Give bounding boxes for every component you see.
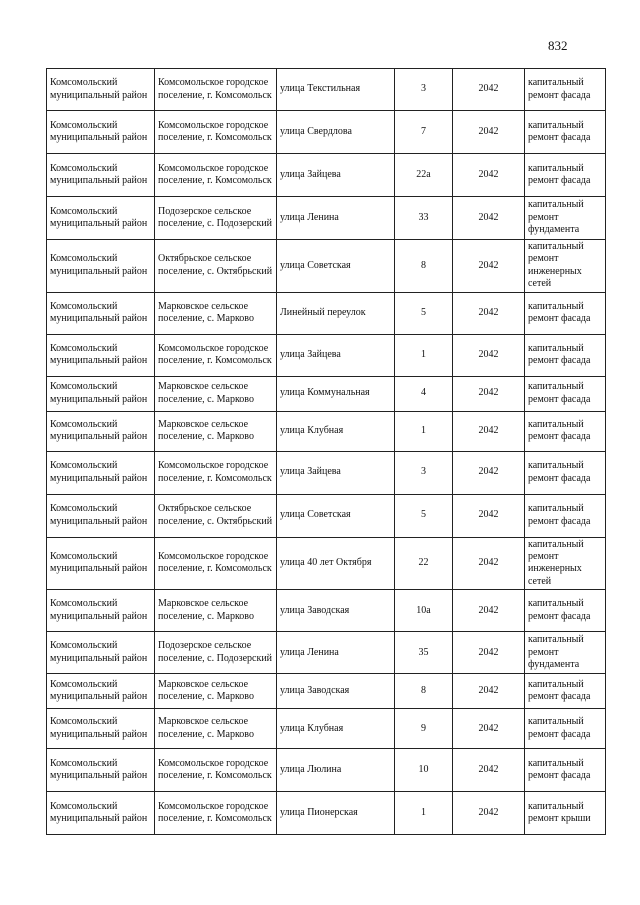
work-type-cell: капитальный ремонт фасада [525,111,606,154]
street-cell: улица Люлина [277,749,395,792]
district-cell: Комсомольский муниципальный район [47,709,155,749]
year-cell: 2042 [453,537,525,590]
street-cell: улица Пионерская [277,792,395,835]
work-type-cell: капитальный ремонт инженерных сетей [525,240,606,293]
house-number-cell: 10а [395,590,453,632]
table-row [47,154,606,197]
year-cell: 2042 [453,632,525,674]
district-cell: Комсомольский муниципальный район [47,69,155,111]
work-type-cell: капитальный ремонт фасада [525,411,606,451]
work-type-cell: капитальный ремонт фундамента [525,632,606,674]
street-cell: улица Свердлова [277,111,395,154]
settlement-cell: Подозерское сельское поселение, с. Подозерский [155,632,277,674]
year-cell: 2042 [453,749,525,792]
year-cell: 2042 [453,792,525,835]
district-cell: Комсомольский муниципальный район [47,411,155,451]
table-row [47,292,606,334]
settlement-cell: Комсомольское городское поселение, г. Комсомольск [155,111,277,154]
work-type-cell: капитальный ремонт фасада [525,749,606,792]
work-type-cell: капитальный ремонт фасада [525,154,606,197]
house-number-cell: 5 [395,292,453,334]
district-cell: Комсомольский муниципальный район [47,111,155,154]
work-type-cell: капитальный ремонт фасада [525,494,606,537]
work-type-cell: капитальный ремонт фасада [525,709,606,749]
table-row [47,792,606,835]
settlement-cell: Марковское сельское поселение, с. Марково [155,376,277,411]
work-type-cell: капитальный ремонт фундамента [525,197,606,240]
work-type-cell: капитальный ремонт фасада [525,590,606,632]
settlement-cell: Комсомольское городское поселение, г. Комсомольск [155,334,277,376]
settlement-cell: Комсомольское городское поселение, г. Комсомольск [155,154,277,197]
table-row [47,537,606,590]
table-row [47,376,606,411]
house-number-cell: 1 [395,792,453,835]
table-row [47,334,606,376]
district-cell: Комсомольский муниципальный район [47,240,155,293]
house-number-cell: 8 [395,674,453,709]
street-cell: улица Зайцева [277,154,395,197]
settlement-cell: Комсомольское городское поселение, г. Комсомольск [155,749,277,792]
district-cell: Комсомольский муниципальный район [47,632,155,674]
settlement-cell: Марковское сельское поселение, с. Марково [155,292,277,334]
year-cell: 2042 [453,590,525,632]
table-row [47,590,606,632]
house-number-cell: 35 [395,632,453,674]
district-cell: Комсомольский муниципальный район [47,792,155,835]
table-row [47,197,606,240]
street-cell: улица Коммунальная [277,376,395,411]
work-type-cell: капитальный ремонт фасада [525,334,606,376]
settlement-cell: Комсомольское городское поселение, г. Комсомольск [155,792,277,835]
street-cell: улица Зайцева [277,334,395,376]
street-cell: улица Советская [277,494,395,537]
district-cell: Комсомольский муниципальный район [47,197,155,240]
district-cell: Комсомольский муниципальный район [47,674,155,709]
work-type-cell: капитальный ремонт инженерных сетей [525,537,606,590]
street-cell: улица Советская [277,240,395,293]
settlement-cell: Комсомольское городское поселение, г. Комсомольск [155,451,277,494]
page-number: 832 [548,38,568,53]
year-cell: 2042 [453,494,525,537]
table-row [47,749,606,792]
house-number-cell: 5 [395,494,453,537]
district-cell: Комсомольский муниципальный район [47,749,155,792]
house-number-cell: 7 [395,111,453,154]
street-cell: улица Ленина [277,197,395,240]
year-cell: 2042 [453,451,525,494]
street-cell: улица Клубная [277,709,395,749]
house-number-cell: 3 [395,69,453,111]
district-cell: Комсомольский муниципальный район [47,451,155,494]
settlement-cell: Марковское сельское поселение, с. Марково [155,590,277,632]
street-cell: улица Заводская [277,590,395,632]
work-type-cell: капитальный ремонт фасада [525,674,606,709]
district-cell: Комсомольский муниципальный район [47,537,155,590]
work-type-cell: капитальный ремонт фасада [525,292,606,334]
work-type-cell: капитальный ремонт крыши [525,792,606,835]
street-cell: улица Заводская [277,674,395,709]
table-row [47,494,606,537]
year-cell: 2042 [453,334,525,376]
year-cell: 2042 [453,197,525,240]
district-cell: Комсомольский муниципальный район [47,292,155,334]
table-row [47,674,606,709]
table-row [47,240,606,293]
house-number-cell: 22 [395,537,453,590]
street-cell: улица Клубная [277,411,395,451]
district-cell: Комсомольский муниципальный район [47,154,155,197]
district-cell: Комсомольский муниципальный район [47,590,155,632]
settlement-cell: Марковское сельское поселение, с. Марково [155,411,277,451]
year-cell: 2042 [453,411,525,451]
year-cell: 2042 [453,154,525,197]
street-cell: улица 40 лет Октября [277,537,395,590]
house-number-cell: 1 [395,334,453,376]
table-row [47,69,606,111]
district-cell: Комсомольский муниципальный район [47,494,155,537]
house-number-cell: 33 [395,197,453,240]
year-cell: 2042 [453,69,525,111]
table-row [47,111,606,154]
table-body [47,69,606,835]
street-cell: улица Зайцева [277,451,395,494]
settlement-cell: Комсомольское городское поселение, г. Комсомольск [155,69,277,111]
house-number-cell: 9 [395,709,453,749]
street-cell: Линейный переулок [277,292,395,334]
district-cell: Комсомольский муниципальный район [47,334,155,376]
settlement-cell: Октябрьское сельское поселение, с. Октябрьский [155,494,277,537]
repair-registry-table [46,68,606,835]
street-cell: улица Ленина [277,632,395,674]
street-cell: улица Текстильная [277,69,395,111]
house-number-cell: 1 [395,411,453,451]
house-number-cell: 4 [395,376,453,411]
house-number-cell: 10 [395,749,453,792]
settlement-cell: Марковское сельское поселение, с. Марково [155,674,277,709]
year-cell: 2042 [453,709,525,749]
settlement-cell: Октябрьское сельское поселение, с. Октябрьский [155,240,277,293]
year-cell: 2042 [453,240,525,293]
year-cell: 2042 [453,376,525,411]
settlement-cell: Комсомольское городское поселение, г. Комсомольск [155,537,277,590]
table-row [47,411,606,451]
year-cell: 2042 [453,292,525,334]
work-type-cell: капитальный ремонт фасада [525,451,606,494]
district-cell: Комсомольский муниципальный район [47,376,155,411]
house-number-cell: 22а [395,154,453,197]
table-row [47,709,606,749]
table-row [47,632,606,674]
settlement-cell: Подозерское сельское поселение, с. Подозерский [155,197,277,240]
work-type-cell: капитальный ремонт фасада [525,376,606,411]
work-type-cell: капитальный ремонт фасада [525,69,606,111]
table-row [47,451,606,494]
settlement-cell: Марковское сельское поселение, с. Марково [155,709,277,749]
year-cell: 2042 [453,674,525,709]
house-number-cell: 3 [395,451,453,494]
year-cell: 2042 [453,111,525,154]
house-number-cell: 8 [395,240,453,293]
